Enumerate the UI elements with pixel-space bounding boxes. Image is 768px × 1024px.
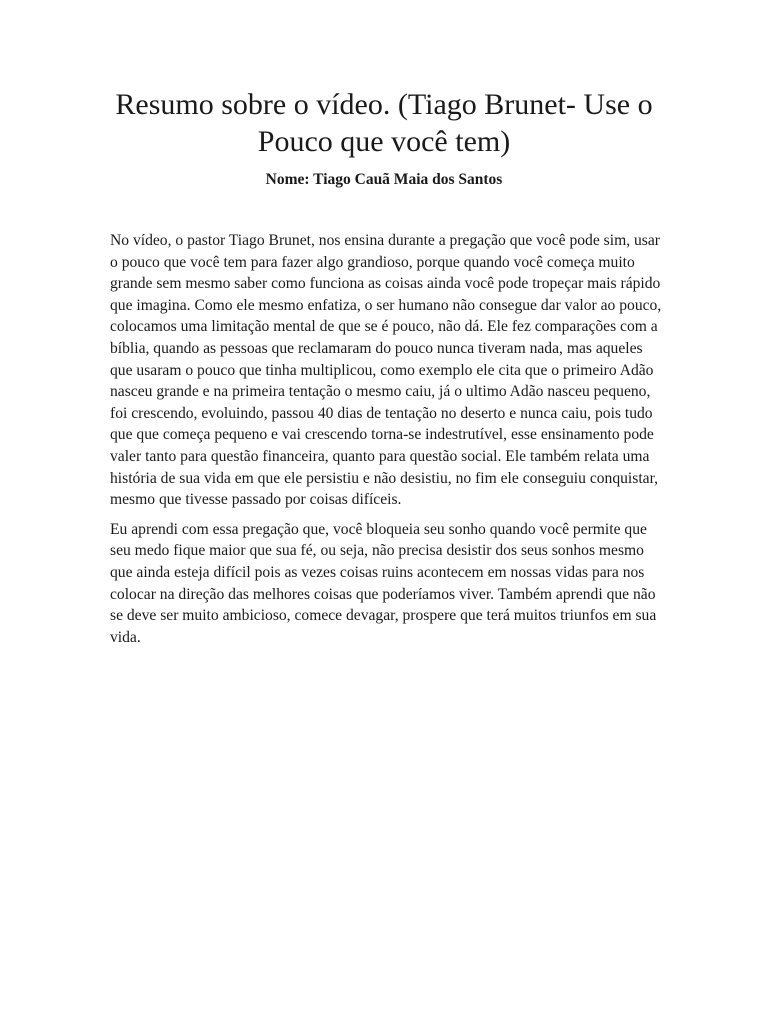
author-name: Nome: Tiago Cauã Maia dos Santos bbox=[265, 171, 503, 188]
document-title: Resumo sobre o vídeo. (Tiago Brunet- Use o Pouco que você tem) bbox=[115, 88, 653, 158]
paragraph-reflection: Eu aprendi com essa pregação que, você bloqueia seu sonho quando você permite que seu medo fique maior que sua fé, ou seja, não precisa desistir dos seus sonhos mesmo que ainda esteja difícil pois as vezes coisas ruins acontecem em nossas vidas para nos colocar na direção das melhores coisas que poderíamos viver. Também aprendi que não se deve ser muito ambicioso, comece devagar, prospere que terá muitos triunfos em sua vida. bbox=[110, 520, 657, 646]
paragraph-summary: No vídeo, o pastor Tiago Brunet, nos ensina durante a pregação que você pode sim, usar o pouco que você tem para fazer algo grandioso, porque quando você começa muito grande sem mesmo saber como funciona as coisas ainda você pode tropeçar mais rápido que imagina. Como ele mesmo enfatiza, o ser humano não consegue dar valor ao pouco, colocamos uma limitação mental de que se é pouco, não dá. Ele fez comparações com a bíblia, quando as pessoas que reclamaram do pouco nunca tiveram nada, mas aqueles que usaram o pouco que tinha multiplicou, como exemplo ele cita que o primeiro Adão nasceu grande e na primeira tentação o mesmo caiu, já o ultimo Adão nasceu pequeno, foi crescendo, evoluindo, passou 40 dias de tentação no deserto e nunca caiu, pois tudo que que começa pequeno e vai crescendo torna-se indestrutível, esse ensinamento pode valer tanto para questão financeira, quanto para questão social. Ele também relata uma história de sua vida em que ele persistiu e não desistiu, no fim ele conseguiu conquistar, mesmo que tivesse passado por coisas difíceis. bbox=[110, 232, 662, 509]
document-body bbox=[110, 230, 662, 648]
